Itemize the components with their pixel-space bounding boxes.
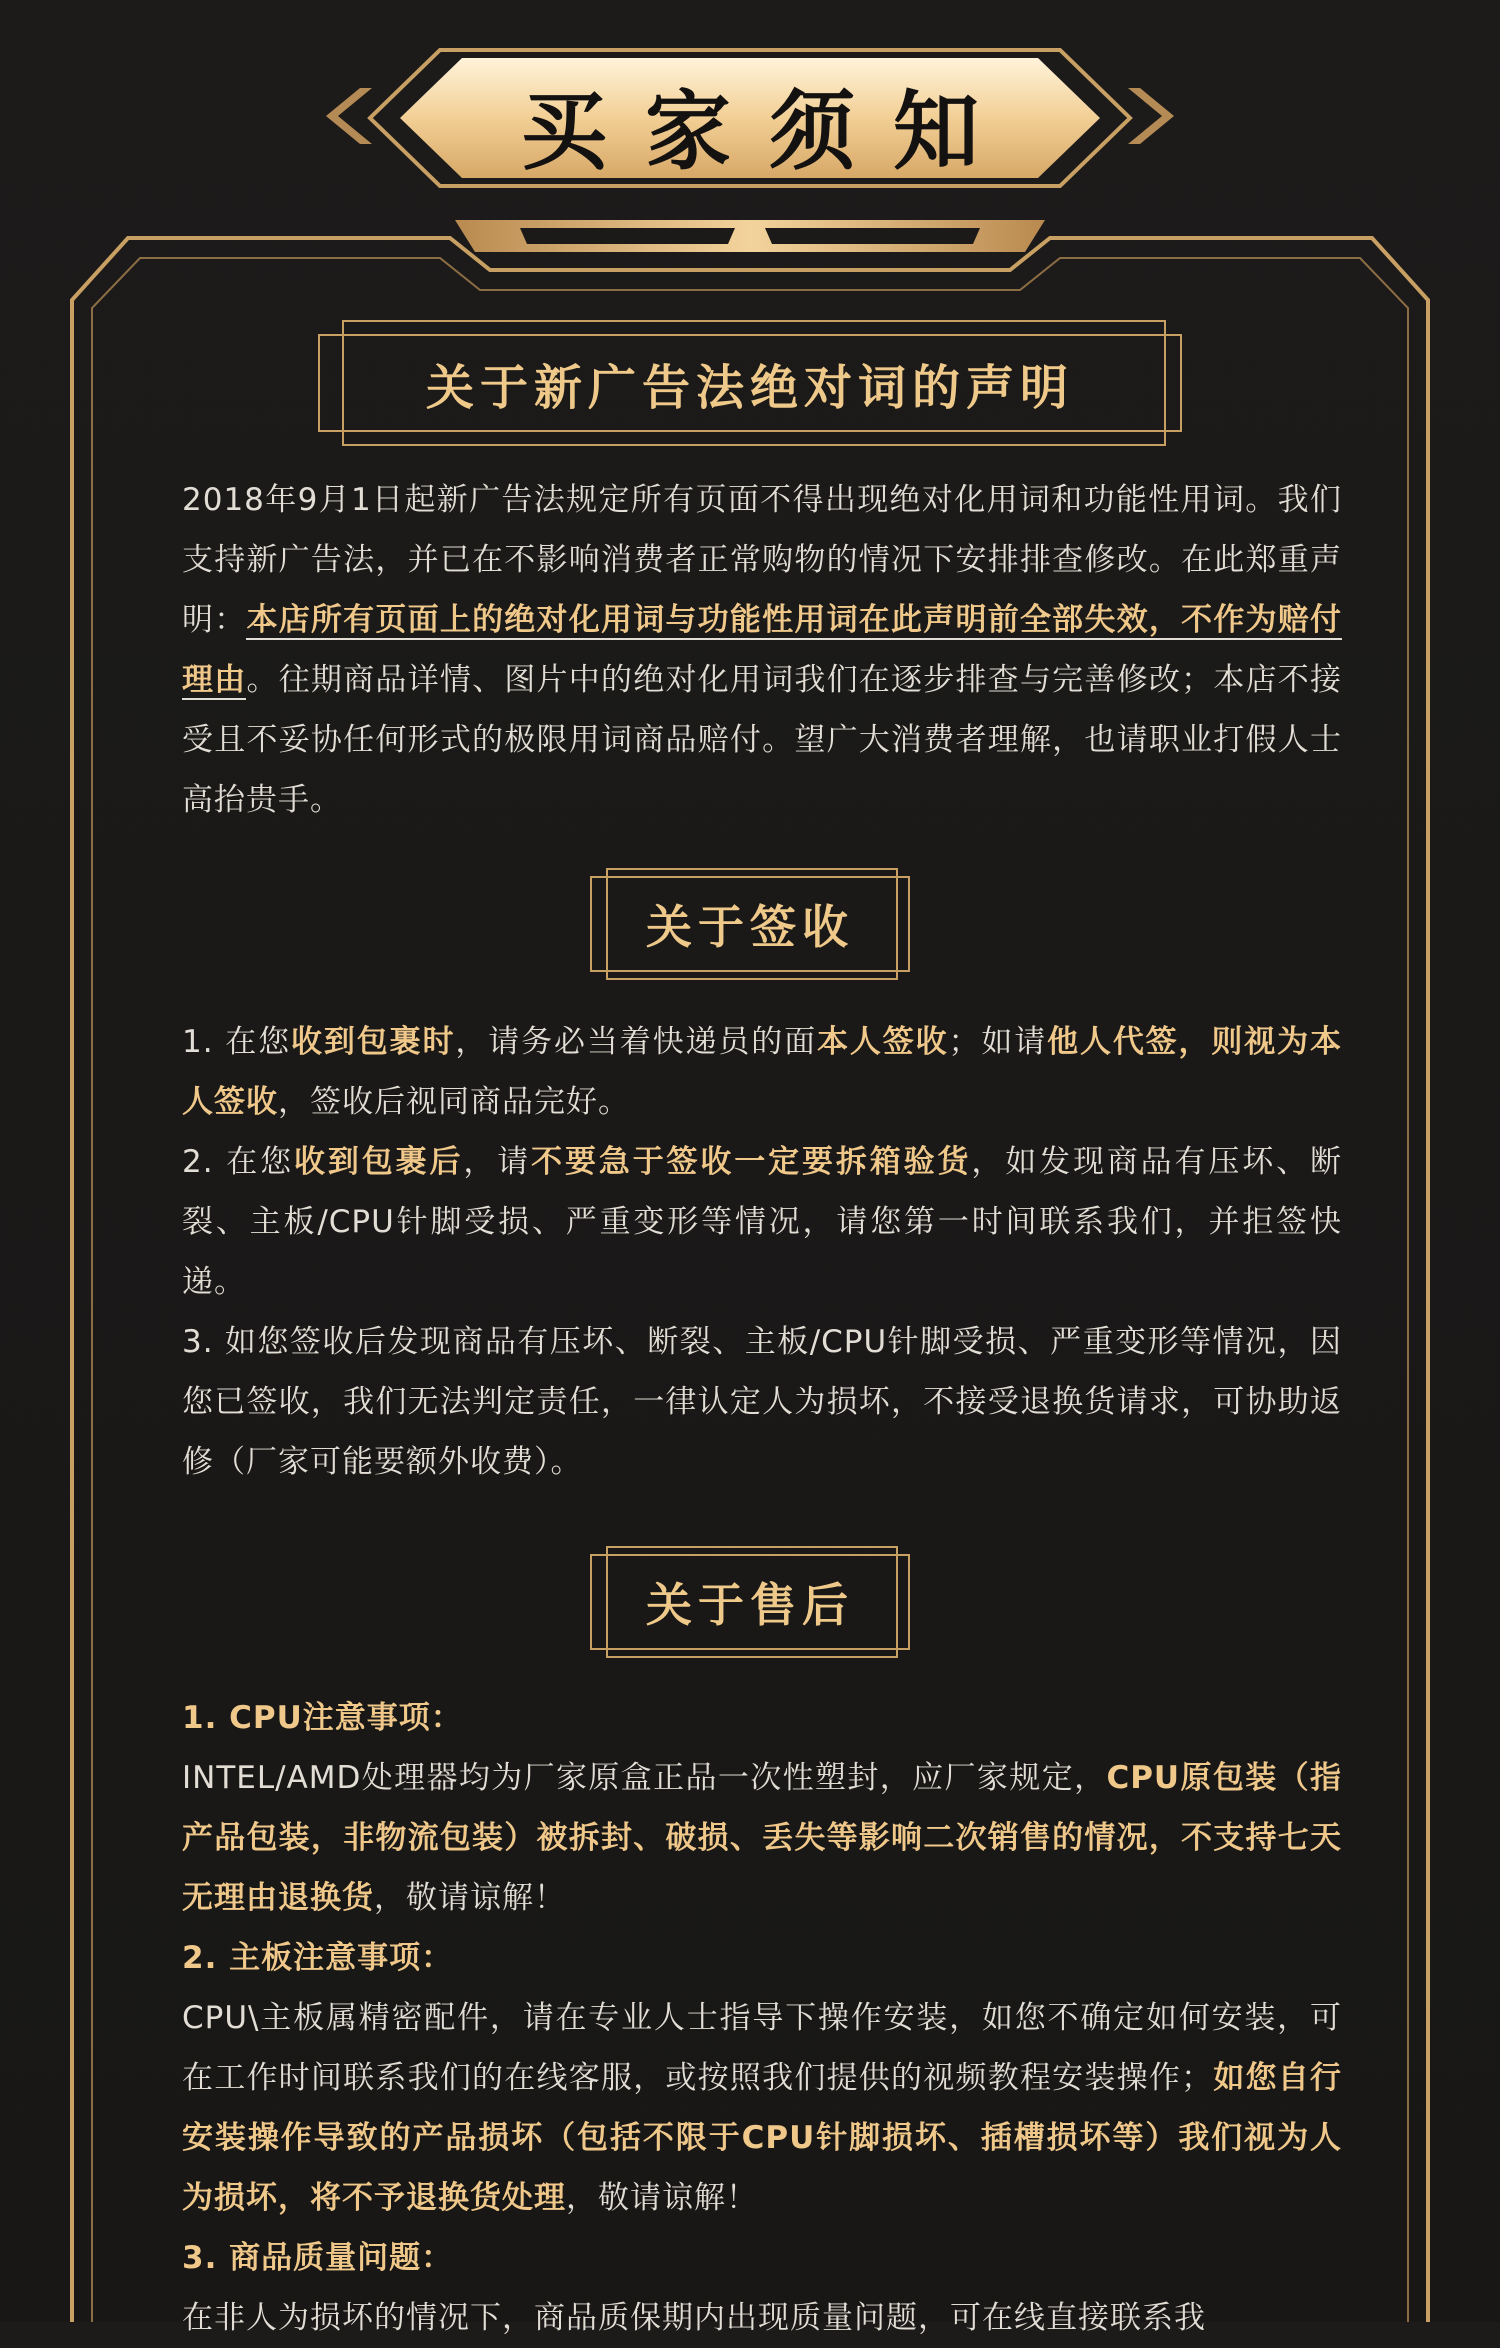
section-body-ad-law [182, 470, 1342, 830]
highlighted-text: 收到包裹时 [291, 1024, 456, 1060]
section-body-signing [182, 1012, 1342, 1492]
body-text: 2018年9月1日起新广告法规定所有页面不得出现绝对化用词和功能性用词。我们支持新广告法，并已在不影响消费者正常购物的情况下安排排查修改。在此郑重声明： [182, 482, 1342, 638]
body-text: ，请 [463, 1144, 532, 1180]
highlighted-text: 本人签收 [816, 1024, 949, 1060]
body-text: 1. 在您 [182, 1024, 292, 1060]
body-text: ，敬请谅解！ [566, 2180, 758, 2216]
banner-title: 买家须知 [521, 82, 1017, 182]
paragraph [182, 1928, 1342, 1988]
body-text: 在非人为损坏的情况下，商品质保期内出现质量问题，可在线直接联系我 [182, 2300, 1206, 2336]
paragraph [182, 1988, 1342, 2228]
paragraph [182, 1748, 1342, 1928]
body-text: INTEL/AMD处理器均为厂家原盒正品一次性塑封，应厂家规定， [182, 1760, 1107, 1796]
body-text: 2. 在您 [182, 1144, 295, 1180]
body-text: ，敬请谅解！ [374, 1880, 566, 1916]
paragraph [182, 1688, 1342, 1748]
highlighted-text: 如您自行安装操作导致的产品损坏（包括不限于CPU针脚损坏、插槽损坏等）我们视为人为损坏，将不予退换货处理 [182, 2060, 1343, 2216]
section-heading-text: 关于售后 [646, 1578, 854, 1632]
highlighted-text: 他人代签，则视为本人签收 [182, 1024, 1343, 1120]
highlighted-text: 3. 商品质量问题： [182, 2240, 454, 2276]
highlighted-text: CPU原包装（指产品包装，非物流包装）被拆封、破损、丢失等影响二次销售的情况，不支持七天无理由退换货 [182, 1760, 1342, 1916]
paragraph [182, 1312, 1342, 1492]
section-heading-text: 关于新广告法绝对词的声明 [425, 359, 1074, 416]
paragraph [182, 2228, 1342, 2288]
highlighted-text: 1. CPU注意事项： [182, 1700, 463, 1736]
section-heading-text: 关于签收 [646, 900, 854, 954]
section-heading-ad-law [318, 334, 1182, 432]
paragraph [182, 470, 1342, 830]
body-text: ，签收后视同商品完好。 [278, 1084, 630, 1120]
section-heading-signing [590, 876, 910, 972]
body-text: ，如发现商品有压坏、断裂、主板/CPU针脚受损、严重变形等情况，请您第一时间联系我们，并拒签快递。 [182, 1144, 1343, 1300]
section-body-after-sales [182, 1688, 1342, 2348]
highlighted-text: 收到包裹后 [294, 1144, 464, 1180]
paragraph [182, 1132, 1342, 1312]
highlighted-text: 2. 主板注意事项： [182, 1940, 454, 1976]
section-heading-after-sales [590, 1554, 910, 1650]
highlighted-text: 不要急于签收一定要拆箱验货 [531, 1144, 972, 1180]
body-text: 3. 如您签收后发现商品有压坏、断裂、主板/CPU针脚受损、严重变形等情况，因您已签收，我们无法判定责任，一律认定人为损坏，不接受退换货请求，可协助返修（厂家可能要额外收费）。 [182, 1324, 1342, 1480]
body-text: 。往期商品详情、图片中的绝对化用词我们在逐步排查与完善修改；本店不接受且不妥协任何形式的极限用词商品赔付。望广大消费者理解，也请职业打假人士高抬贵手。 [182, 662, 1343, 818]
body-text: ；如请 [948, 1024, 1048, 1060]
paragraph [182, 2288, 1342, 2348]
highlighted-text: 本店所有页面上的绝对化用词与功能性用词在此声明前全部失效，不作为赔付理由 [182, 602, 1343, 698]
paragraph [182, 1012, 1342, 1132]
body-text: CPU\主板属精密配件，请在专业人士指导下操作安装，如您不确定如何安装，可在工作时间联系我们的在线客服，或按照我们提供的视频教程安装操作； [182, 2000, 1342, 2096]
body-text: ，请务必当着快递员的面 [455, 1024, 817, 1060]
